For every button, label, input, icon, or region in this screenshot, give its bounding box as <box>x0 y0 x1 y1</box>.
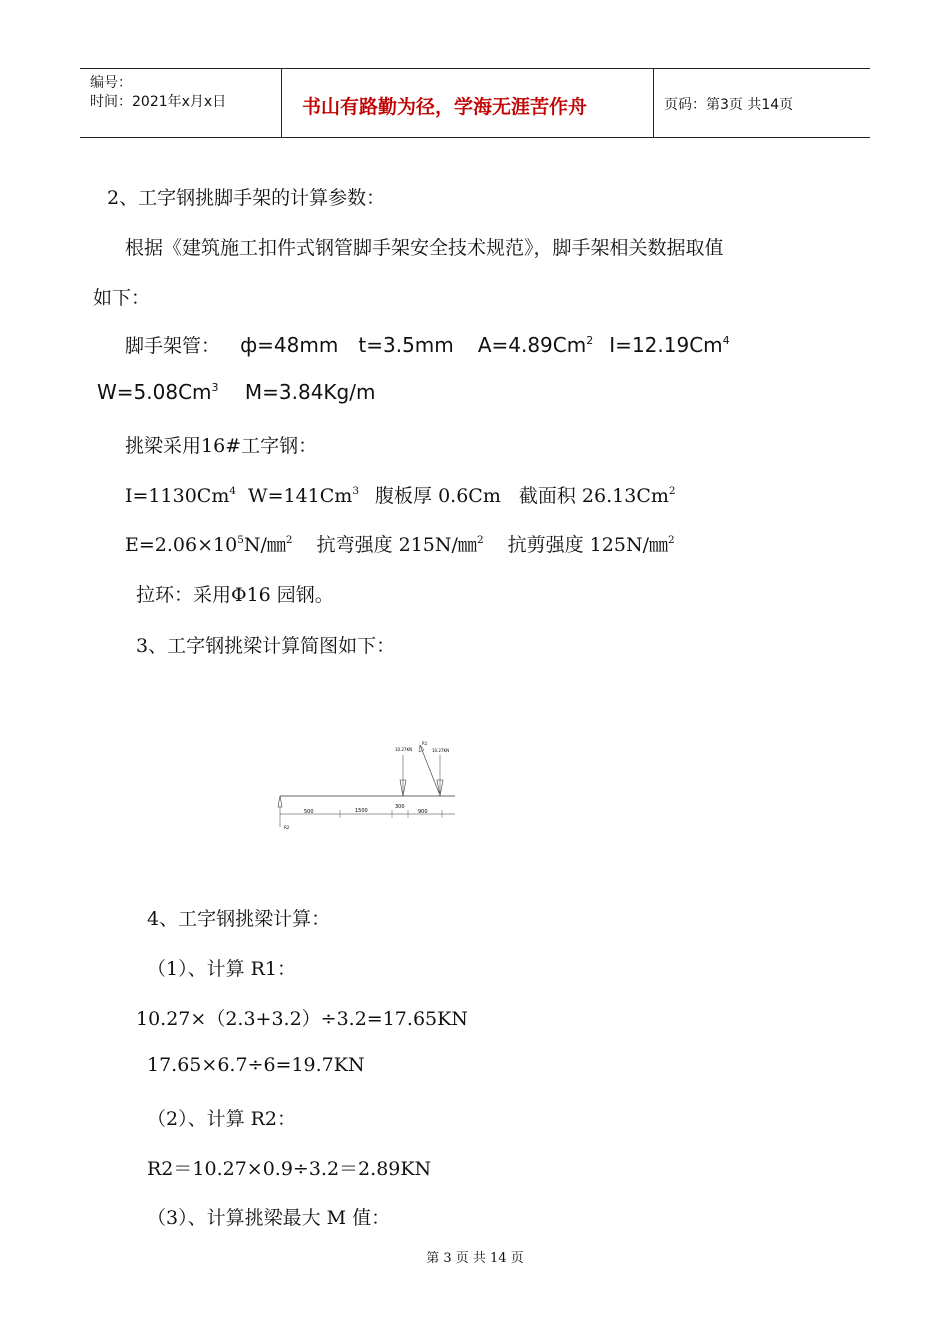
dim-label-1: 500 <box>304 809 314 815</box>
header-right-cell <box>654 69 870 137</box>
pipe-inertia: $I=12.19Cm^4$ <box>609 333 730 357</box>
beam-elastic: $E=2.06\times 10^5N/㎜^2$ <box>125 534 293 556</box>
support-triangle <box>278 796 282 807</box>
beam-title: 挑梁采用16#工字钢： <box>125 435 318 457</box>
header-left-cell <box>80 69 282 137</box>
load2-label: 10.27KN <box>432 748 450 753</box>
header-center-cell <box>282 69 654 137</box>
step1-title: （1）、计算 R1： <box>147 958 297 980</box>
section4-title: 4、工字钢挑梁计算： <box>147 908 331 930</box>
step1-equation1: 10.27×（2.3+3.2）÷3.2=17.65KN <box>136 1008 468 1030</box>
r1-label: R1 <box>422 741 428 746</box>
pipe-t: t=3.5mm <box>358 333 454 357</box>
beam-inertia: $I=1130Cm^4$ <box>125 485 236 507</box>
dim-label-2: 1500 <box>355 808 368 814</box>
beam-modulus: $W=141Cm^3$ <box>248 485 359 507</box>
section3-title: 3、工字钢挑梁计算简图如下： <box>136 635 396 657</box>
motto: 书山有路勤为径，学海无涯苦作舟 <box>302 96 588 118</box>
beam-diagram <box>270 735 470 835</box>
pipe-mass: M=3.84Kg/m <box>244 380 376 404</box>
beam-web: 腹板厚 0.6Cm <box>375 485 501 507</box>
dim-label-3: 300 <box>395 804 405 810</box>
r2-label: R2 <box>284 825 290 830</box>
intro-line1: 根据《建筑施工扣件式钢管脚手架安全技术规范》，脚手架相关数据取值 <box>125 237 724 259</box>
dim-label-4: 900 <box>418 809 428 815</box>
intro-line2: 如下： <box>93 287 151 309</box>
step2-title: （2）、计算 R2： <box>147 1108 297 1130</box>
ring-line: 拉环：采用Φ16 园钢。 <box>136 584 334 606</box>
header-table <box>80 68 870 138</box>
page-footer: 第 3 页 共 14 页 <box>426 1251 524 1266</box>
pipe-area: $A=4.89Cm^2$ <box>477 333 594 357</box>
beam-area: 截面积 26.13Cm$^2$ <box>518 485 676 507</box>
pipe-label: 脚手架管： <box>125 335 221 357</box>
date-label: 时间：2021年x月x日 <box>90 94 227 110</box>
beam-params-line2 <box>125 530 675 557</box>
pipe-params-line2 <box>97 380 375 404</box>
step3-title: （3）、计算挑梁最大 M 值： <box>147 1207 391 1229</box>
beam-shear-strength: 抗剪强度 125N/㎜$^2$ <box>507 534 675 556</box>
pipe-modulus: $W=5.08Cm^3$ <box>97 380 219 404</box>
beam-params-line1 <box>125 481 676 508</box>
step1-equation2: 17.65×6.7÷6=19.7KN <box>147 1054 365 1076</box>
beam-bending-strength: 抗弯强度 215N/㎜$^2$ <box>316 534 484 556</box>
pipe-params-line1 <box>125 331 730 358</box>
pipe-phi: ф=48mm <box>240 333 339 357</box>
step2-equation: R2＝10.27×0.9÷3.2＝2.89KN <box>147 1158 432 1180</box>
load1-label: 10.27KN <box>395 747 413 752</box>
number-label: 编号： <box>90 75 132 91</box>
section2-title: 2、工字钢挑脚手架的计算参数： <box>107 187 386 209</box>
page-info: 页码：第3页 共14页 <box>664 97 794 113</box>
